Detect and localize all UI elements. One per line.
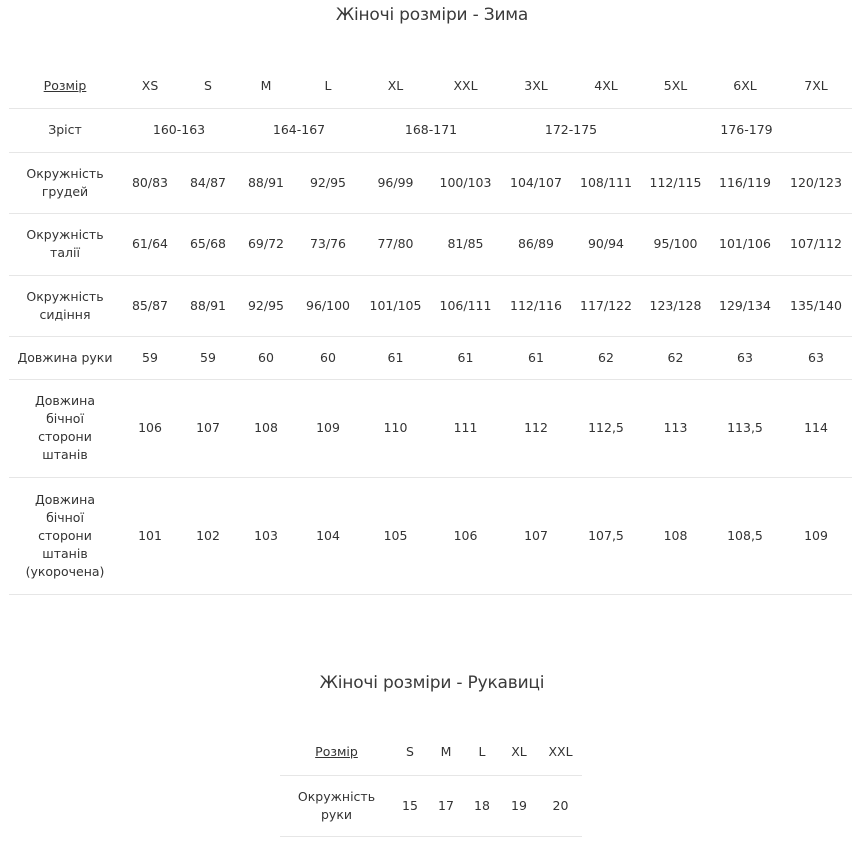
height-range-cell: 164-167 — [272, 122, 326, 137]
value-cell: 117/122 — [580, 297, 632, 313]
value-cell: 101/106 — [719, 236, 771, 251]
size-header-cell: 4XL — [594, 78, 618, 94]
value-cell: 110 — [383, 420, 408, 435]
value-cell: 61/64 — [131, 236, 169, 251]
value-cell: 105 — [383, 527, 408, 543]
value-cell: 88/91 — [247, 174, 285, 190]
value-cell: 100/103 — [439, 174, 492, 190]
value-cell: 60 — [258, 349, 274, 365]
value-cell: 92/95 — [247, 297, 285, 313]
value-cell: 108,5 — [727, 527, 763, 543]
value-cell: 17 — [438, 797, 454, 813]
size-header-cell: 7XL — [804, 78, 828, 94]
value-cell: 101 — [138, 527, 162, 543]
value-cell: 111 — [453, 420, 478, 435]
value-cell: 85/87 — [131, 297, 169, 313]
value-cell: 90/94 — [587, 236, 625, 251]
value-cell: 102 — [196, 527, 220, 543]
size-header-cell: L — [324, 78, 332, 94]
gloves-table-title: Жіночі розміри - Рукавиці — [319, 673, 545, 693]
value-cell: 106 — [138, 420, 162, 435]
value-cell: 88/91 — [189, 297, 227, 313]
value-cell: 20 — [552, 797, 569, 813]
row-label: Довжина бічної сторони штанів (укорочена) — [25, 491, 105, 579]
size-header-cell: M — [440, 744, 452, 760]
value-cell: 104 — [316, 527, 340, 543]
value-cell: 62 — [598, 349, 614, 365]
value-cell: 80/83 — [131, 174, 169, 190]
size-header-cell: 3XL — [524, 78, 548, 94]
value-cell: 92/95 — [309, 174, 347, 190]
table-row — [280, 775, 582, 836]
size-header-cell: 6XL — [733, 78, 757, 94]
value-cell: 15 — [402, 797, 418, 813]
value-cell: 77/80 — [377, 236, 414, 251]
size-header-cell: S — [406, 744, 414, 760]
value-cell: 104/107 — [510, 174, 562, 190]
table-row — [9, 213, 852, 275]
row-label: Окружність грудей — [26, 165, 104, 199]
value-cell: 108 — [663, 527, 688, 543]
row-label: Окружність руки — [297, 788, 376, 822]
value-cell: 112/115 — [649, 174, 702, 190]
value-cell: 107,5 — [588, 527, 624, 543]
size-header-cell: S — [204, 78, 212, 94]
value-cell: 81/85 — [447, 236, 484, 251]
value-cell: 18 — [474, 797, 490, 813]
value-cell: 112,5 — [588, 420, 624, 435]
value-cell: 123/128 — [649, 297, 702, 313]
row-label: Окружність талії — [26, 227, 104, 260]
size-header-cell: XXL — [548, 744, 573, 760]
table-row — [9, 477, 852, 594]
value-cell: 69/72 — [247, 236, 285, 251]
size-header-cell: 5XL — [663, 78, 688, 94]
value-cell: 61 — [528, 349, 544, 365]
value-cell: 113,5 — [727, 420, 763, 435]
height-range-cell: 176-179 — [720, 122, 773, 137]
table-row — [9, 275, 852, 336]
value-cell: 59 — [200, 349, 216, 365]
value-cell: 84/87 — [189, 174, 227, 190]
row-label: Довжина руки — [17, 349, 113, 365]
winter-size-table — [9, 65, 852, 595]
value-cell: 135/140 — [790, 297, 842, 313]
height-range-cell: 168-171 — [404, 122, 458, 137]
height-range-cell: 172-175 — [544, 122, 598, 137]
size-header-link[interactable]: Розмір — [43, 78, 87, 94]
value-cell: 116/119 — [719, 174, 771, 190]
height-range-cell: 160-163 — [152, 122, 206, 137]
size-header-label — [280, 730, 393, 775]
table-row — [9, 152, 852, 213]
value-cell: 107 — [196, 420, 220, 435]
value-cell: 86/89 — [517, 236, 555, 251]
value-cell: 103 — [254, 527, 278, 543]
value-cell: 19 — [511, 797, 527, 813]
value-cell: 129/134 — [719, 297, 771, 313]
table-row — [9, 379, 852, 477]
value-cell: 60 — [320, 349, 336, 365]
value-cell: 95/100 — [653, 236, 698, 251]
size-header-cell: XL — [387, 78, 404, 94]
value-cell: 113 — [663, 420, 688, 435]
value-cell: 96/100 — [306, 297, 350, 313]
value-cell: 114 — [804, 420, 828, 435]
size-header-cell: M — [260, 78, 272, 94]
size-header-cell: XXL — [453, 78, 478, 94]
size-header-cell: XS — [141, 78, 159, 94]
value-cell: 63 — [737, 349, 753, 365]
value-cell: 61 — [457, 349, 474, 365]
size-header-cell: XL — [511, 744, 527, 760]
value-cell: 112/116 — [510, 297, 562, 313]
value-cell: 108/111 — [580, 174, 632, 190]
row-label: Зріст — [48, 122, 82, 137]
value-cell: 61 — [387, 349, 404, 365]
size-header-cell: L — [478, 744, 486, 760]
row-label: Окружність сидіння — [26, 288, 104, 322]
value-cell: 107/112 — [790, 236, 842, 251]
value-cell: 59 — [142, 349, 158, 365]
size-header-label — [9, 65, 121, 108]
value-cell: 120/123 — [790, 174, 842, 190]
value-cell: 73/76 — [309, 236, 347, 251]
value-cell: 106 — [453, 527, 478, 543]
value-cell: 96/99 — [377, 174, 414, 190]
value-cell: 108 — [254, 420, 278, 435]
value-cell: 65/68 — [189, 236, 227, 251]
value-cell: 107 — [524, 527, 548, 543]
value-cell: 112 — [524, 420, 548, 435]
value-cell: 106/111 — [439, 297, 492, 313]
row-label: Довжина бічної сторони штанів — [35, 393, 95, 462]
value-cell: 62 — [667, 349, 684, 365]
size-header-link[interactable]: Розмір — [315, 744, 358, 760]
value-cell: 109 — [804, 527, 828, 543]
value-cell: 63 — [808, 349, 824, 365]
table-row — [9, 336, 852, 379]
value-cell: 109 — [316, 420, 340, 435]
gloves-size-table — [280, 730, 582, 837]
value-cell: 101/105 — [369, 297, 422, 313]
winter-table-title: Жіночі розміри - Зима — [335, 5, 529, 25]
